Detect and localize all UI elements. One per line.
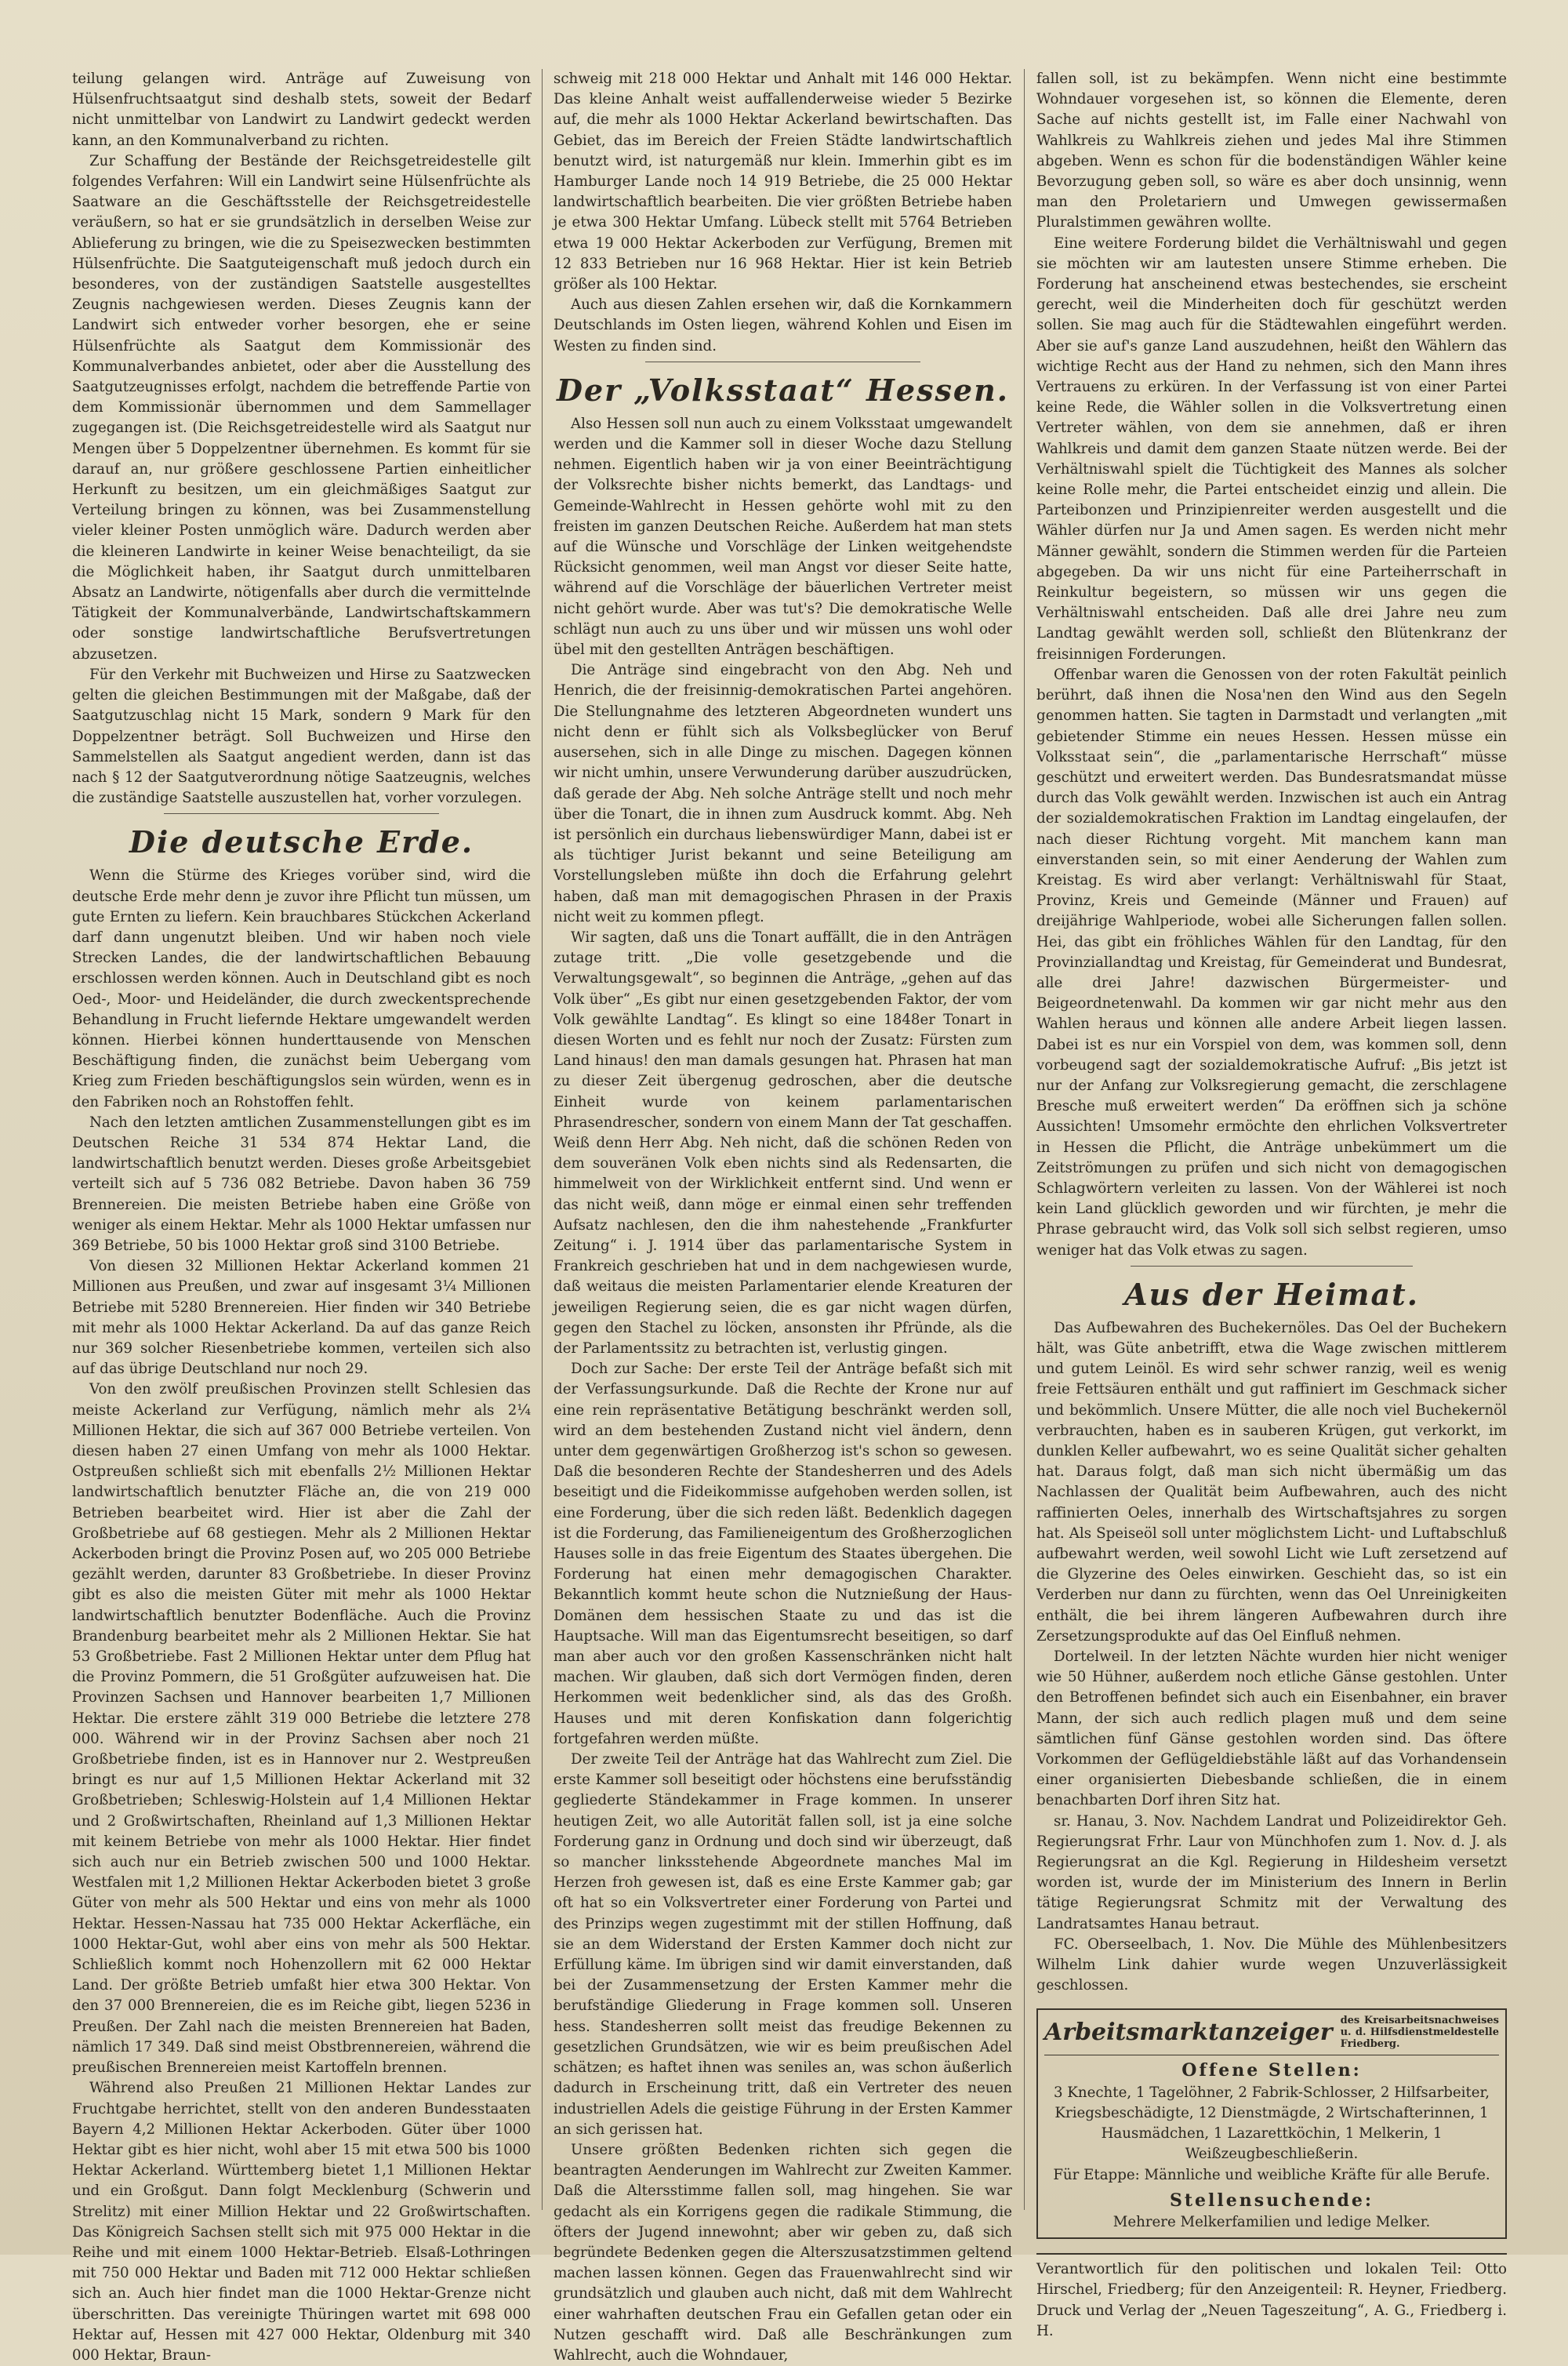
ad-subtitle: des Kreisarbeitsnachweises u. d. Hilfsdienstmeldestelle Friedberg.: [1340, 2015, 1499, 2051]
paragraph: Die Anträge sind eingebracht von den Abg. Neh und Henrich, die der freisinnig-demokratischen Partei angehören. Die Stellungnahme des letzteren Abgeordneten wundert uns nicht denn er fühlt sich als Volksbeglücker von Beruf ausersehen, sich in alle Dinge zu mischen. Dagegen können wir nicht umhin, unsere Verwunderung darüber auszudrücken, daß gerade der Abg. Neh solche Anträge stellt und noch mehr über die Tonart, die in ihnen zum Ausdruck kommt. Abg. Neh ist persönlich ein durchaus liebenswürdiger Mann, dabei ist er als tüchtiger Jurist bekannt und seine Beteiligung am Vorstellungsleben müßte ihn doch die Erfahrung gelehrt haben, daß man mit demagogischen Phrasen in der Praxis nicht weit zu kommen pflegt.: [554, 662, 1012, 925]
ad-text: Für Etappe: Männliche und weibliche Kräfte für alle Berufe.: [1053, 2166, 1490, 2183]
paragraph: Also Hessen soll nun auch zu einem Volksstaat umgewandelt werden und die Kammer soll in dieser Woche dazu Stellung nehmen. Eigentlich haben wir ja von einer Beeinträchtigung der Volksrechte bisher nichts bemerkt, das Landtags- und Gemeinde-Wahlrecht in Hessen gehörte wohl mit zu den freisten im ganzen Deutschen Reiche. Außerdem hat man stets auf die Wünsche und Vorschläge der Linken weitgehendste Rücksicht genommen, weil man Angst vor dieser Seite hatte, während auf die Vorschläge der bäuerlichen Vertreter meist nicht gehört wurde. Aber was tut's? Die demokratische Welle schlägt nun auch zu uns über und wir müssen uns wohl oder übel mit den gestellten Anträgen beschäftigen.: [554, 415, 1012, 659]
paragraph: Offenbar waren die Genossen von der roten Fakultät peinlich berührt, daß ihnen die Nosa'nen den Wind aus den Segeln genommen hatten. Sie tagten in Darmstadt und verlangten „mit gebietender Stimme ein neues Hessen. Hessen müsse ein Volksstaat sein“, die „parlamentarische Herrschaft“ müsse geschützt und erweitert werden. Das Bundesratsmandat müsse durch das Volk gewählt werden. Inzwischen ist auch ein Antrag der sozialdemokratischen Fraktion im Landtag eingelaufen, der nach dieser Richtung vorgeht. Mit manchem kann man einverstanden sein, so mit einer Aenderung der Wahlen zum Kreistag. Es wird aber verlangt: Verhältniswahl für Staat, Provinz, Kreis und Gemeinde (Männer und Frauen) auf dreijährige Wahlperiode, wobei alle Sicherungen fallen sollen. Hei, das gibt ein fröhliches Wählen für den Landtag, für den Provinziallandtag und Kreistag, für Gemeinderat und Bundesrat, alle drei Jahre! dazwischen Bürgermeister- und Beigeordnetenwahl. Da kommen wir gar nicht mehr aus den Wahlen heraus und können alle andere Arbeit liegen lassen. Dabei ist es nur ein Vorspiel von dem, was kommen soll, denn vorbeugend sagt der sozialdemokratische Aufruf: „Bis jetzt ist nur der Anfang zur Volksregierung gemacht, die zerschlagene Bresche muß erweitert werden“ Da eröffnen sich ja schöne Aussichten! Umsomehr ermöchte den ehrlichen Volksvertreter in Hessen die Pflicht, die Anträge unbekümmert um die Zeitströmungen zu prüfen und sich nicht von demagogischen Schlagwörtern verleiten zu lassen. Von der Wählerei ist noch kein Land glücklich geworden und wir fürchten, je mehr die Phrase gebraucht wird, das Volk soll sich selbst regieren, umso weniger hat das Volk etwas zu sagen.: [1036, 666, 1507, 1259]
ad-header: [1044, 2015, 1499, 2055]
paragraph: Unsere größten Bedenken richten sich gegen die beantragten Aenderungen im Wahlrecht zur Zweiten Kammer. Daß die Altersstimme fallen soll, mag hingehen. Sie war gedacht als ein Korrigens gegen die radikale Stimmung, die öfters der Jugend innewohnt; aber wir geben zu, daß sich begründete Bedenken gegen die Alterszusatzstimmen geltend machen lassen können. Gegen das Frauenwahlrecht sind wir grundsätzlich und glauben auch nicht, daß mit dem Wahlrecht einer wahrhaften deutschen Frau ein Gefallen getan oder ein Nutzen geschafft wird. Daß alle Beschränkungen zum Wahlrecht, auch die Wohndauer,: [554, 2141, 1012, 2364]
paragraph: Von diesen 32 Millionen Hektar Ackerland kommen 21 Millionen aus Preußen, und zwar auf insgesamt 3¼ Millionen Betriebe mit 5280 Brennereien. Hier finden wir 340 Betriebe mit mehr als 1000 Hektar Ackerland. Da auf das ganze Reich nur 369 solcher Riesenbetriebe kommen, verteilen sich also auf das übrige Deutschland nur noch 29.: [72, 1258, 531, 1378]
article-heading: Der „Volksstaat“ Hessen.: [557, 372, 1009, 408]
paragraph: teilung gelangen wird. Anträge auf Zuweisung von Hülsenfruchtsaatgut sind deshalb stets, soweit der Bedarf nicht unmittelbar von Landwirt zu Landwirt gedeckt werden kann, an den Kommunalverband zu richten.: [72, 71, 531, 149]
column-1: [72, 69, 531, 2364]
imprint-text: Verantwortlich für den politischen und lokalen Teil: Otto Hirschel, Friedberg; für den Anzeigenteil: R. Heyner, Friedberg. Druck und Verlag der „Neuen Tageszeitung“, A. G., Friedberg i. H.: [1036, 2261, 1507, 2339]
divider: [1131, 1266, 1413, 1267]
paragraph: Das Aufbewahren des Buchekernöles. Das Oel der Buchekern hält, was Güte anbetrifft, etwa die Wage zwischen mittlerem und gutem Leinöl. Es wird sehr schwer ranzig, weil es wenig freie Fettsäuren enthält und gut raffiniert im Geschmack sicher und bekömmlich. Unsere Mütter, die alle noch viel Buchekernöl verbrauchten, haben es in sauberen Krügen, gut verkorkt, im dunklen Keller aufbewahrt, wo es seine Qualität sicher gehalten hat. Daraus folgt, daß man sich nicht übermäßig um das Nachlassen der Qualität beim Aufbewahren, auch des nicht raffinierten Oeles, innerhalb des Wirtschaftsjahres zu sorgen hat. Als Speiseöl soll unter möglichstem Licht- und Luftabschluß aufbewahrt werden, weil sowohl Licht wie Luft zersetzend auf die Glyzerine des Oeles einwirken. Geschieht das, so ist ein Verderben nur dann zu fürchten, wenn das Oel Unreinigkeiten enthält, die bei ihrem längeren Aufbewahren durch ihre Zersetzungsprodukte auf das Oel Einfluß nehmen.: [1036, 1319, 1507, 1645]
imprint: [1036, 2253, 1507, 2342]
paragraph: Nach den letzten amtlichen Zusammenstellungen gibt es im Deutschen Reiche 31 534 874 Hektar Land, die landwirtschaftlich benutzt werden. Dieses große Arbeitsgebiet verteilt sich auf 5 736 082 Betriebe. Davon haben 36 759 Brennereien. Die meisten Betriebe haben eine Größe von weniger als einem Hektar. Mehr als 1000 Hektar umfassen nur 369 Betriebe, 50 bis 1000 Hektar groß sind 3100 Betriebe.: [72, 1114, 531, 1254]
divider: [164, 813, 439, 814]
column-divider: [1024, 69, 1025, 2210]
paragraph: Für den Verkehr mit Buchweizen und Hirse zu Saatzwecken gelten die gleichen Bestimmungen mit der Maßgabe, daß der Saatgutzuschlag nicht 15 Mark, sondern 9 Mark für den Doppelzentner beträgt. Soll Buchweizen und Hirse den Sammelstellen als Saatgut angedient werden, dann ist das nach § 12 der Saatgutverordnung nötige Saatzeugnis, welches die zuständige Saatstelle auszustellen hat, vorher vorzulegen.: [72, 666, 531, 807]
ad-title: Arbeitsmarktanzeiger: [1044, 2018, 1333, 2046]
ad-section-heading: Stellensuchende:: [1169, 2190, 1374, 2211]
column-divider: [542, 69, 543, 2210]
column-3: [1036, 69, 1507, 2339]
column-2: [554, 69, 1012, 2364]
ad-text: Mehrere Melkerfamilien und ledige Melker.: [1112, 2213, 1431, 2230]
paragraph: Dortelweil. In der letzten Nächte wurden hier nicht weniger wie 50 Hühner, außerdem noch etliche Gänse gestohlen. Unter den Betroffenen befindet sich auch ein Eisenbahner, ein braver Mann, der sich auch redlich plagen muß und dem seine sämtlichen fünf Gänse gestohlen worden sind. Das öftere Vorkommen der Geflügeldiebstähle läßt auf das Vorhandensein einer organisierten Diebesbande schließen, die in einem benachbarten Dorf ihren Sitz hat.: [1036, 1648, 1507, 1809]
article-heading: Die deutsche Erde.: [129, 824, 474, 860]
paragraph: FC. Oberseelbach, 1. Nov. Die Mühle des Mühlenbesitzers Wilhelm Link dahier wurde wegen Unzuverlässigkeit geschlossen.: [1036, 1935, 1507, 1994]
ad-section-heading: Offene Stellen:: [1181, 2060, 1362, 2081]
paragraph: Während also Preußen 21 Millionen Hektar Landes zur Fruchtgabe herrichtet, stellt von den anderen Bundesstaaten Bayern 4,2 Millionen Hektar Ackerboden. Güter über 1000 Hektar gibt es hier nicht, wohl aber 15 mit etwa 500 bis 1000 Hektar Ackerland. Württemberg bietet 1,1 Millionen Hektar und ein Großgut. Dann folgt Mecklenburg (Schwerin und Strelitz) mit einer Million Hektar und 22 Großwirtschaften. Das Königreich Sachsen stellt sich mit 975 000 Hektar in die Reihe und mit einem 1000 Hektar-Betrieb. Elsaß-Lothringen mit 750 000 Hektar und Baden mit 712 000 Hektar schließen sich an. Auch hier findet man die 1000 Hektar-Grenze nicht überschritten. Das vereinigte Thüringen wartet mit 698 000 Hektar auf, Hessen mit 427 000 Hektar, Oldenburg mit 340 000 Hektar, Braun-: [72, 2080, 531, 2364]
paragraph: Wenn die Stürme des Krieges vorüber sind, wird die deutsche Erde mehr denn je zuvor ihre Pflicht tun müssen, um gute Ernten zu liefern. Kein brauchbares Stückchen Ackerland darf dann ungenutzt bleiben. Und wir haben noch viele Strecken Landes, die der landwirtschaftlichen Bebauung erschlossen werden können. Auch in Deutschland gibt es noch Oed-, Moor- und Heideländer, die durch zweckentsprechende Behandlung in Frucht liefernde Hektare umgewandelt werden können. Hierbei können hunderttausende von Menschen Beschäftigung finden, die zunächst beim Uebergang vom Krieg zum Frieden beschäftigungslos sein würden, wenn es in den Fabriken noch an Rohstoffen fehlt.: [72, 867, 531, 1110]
paragraph: schweig mit 218 000 Hektar und Anhalt mit 146 000 Hektar. Das kleine Anhalt weist auffallenderweise wieder 5 Bezirke auf, die mehr als 1000 Hektar Ackerland bewirtschaften. Das Gebiet, das im Bereich der Freien Städte landwirtschaftlich benutzt wird, ist naturgemäß nur klein. Immerhin gibt es im Hamburger Lande noch 14 919 Betriebe, die 25 000 Hektar landwirtschaftlich bearbeiten. Die vier größten Betriebe haben je etwa 300 Hektar Umfang. Lübeck stellt mit 5764 Betrieben etwa 19 000 Hektar Ackerboden zur Verfügung, Bremen mit 12 833 Betrieben nur 16 968 Hektar. Hier ist kein Betrieb größer als 100 Hektar.: [554, 71, 1012, 293]
paragraph: Eine weitere Forderung bildet die Verhältniswahl und gegen sie möchten wir am lautesten unsere Stimme erheben. Die Forderung hat anscheinend etwas bestechendes, sie erscheint gerecht, weil die Minderheiten doch für geschützt werden sollen. Sie mag auch für die Städtewahlen eingeführt werden. Aber sie auf's ganze Land auszudehnen, heißt den Wählern das wichtige Recht aus der Hand zu nehmen, sich den Mann ihres Vertrauens zu erküren. In der Verfassung ist von einer Partei keine Rede, die Wähler sollen in die Volksvertretung einen Vertreter wählen, von dem sie annehmen, daß er ihren Wahlkreis und damit dem ganzen Staate nützen werde. Bei der Verhältniswahl spielt die Tüchtigkeit des Mannes als solcher keine Rolle mehr, die Partei entscheidet einzig und allein. Die Parteibonzen und Prinzipienreiter werden ausgestellt und die Wähler dürfen nur Ja und Amen sagen. Es werden nicht mehr Männer gewählt, sondern die Stimmen werden für die Parteien abgegeben. Da wir uns nicht für eine Parteiherrschaft in Reinkultur begeistern, so müssen wir uns gegen die Verhältniswahl entscheiden. Daß alle drei Jahre neu zum Landtag gewählt werden soll, schließt den Blütenkranz der freisinnigen Forderungen.: [1036, 234, 1507, 663]
paragraph: fallen soll, ist zu bekämpfen. Wenn nicht eine bestimmte Wohndauer vorgesehen ist, so können die Elemente, deren Sache auf nichts gestellt ist, im Falle einer Nachwahl von Wahlkreis zu Wahlkreis ziehen und jedes Mal ihre Stimmen abgeben. Wenn es schon für die bodenständigen Wähler keine Bevorzugung geben soll, so wäre es aber doch unsinnig, wenn man den Proletariern und Umwegen gewissermaßen Pluralstimmen gewähren wollte.: [1036, 71, 1507, 231]
paragraph: Zur Schaffung der Bestände der Reichsgetreidestelle gilt folgendes Verfahren: Will ein Landwirt seine Hülsenfrüchte als Saatware an die Geschäftsstelle der Reichsgetreidestelle veräußern, so hat er sie grundsätzlich in derselben Weise zur Ablieferung zu bringen, wie die zu Speisezwecken bestimmten Hülsenfrüchte. Die Saatguteigenschaft muß jedoch durch ein besonderes, von der zuständigen Saatstelle ausgestelltes Zeugnis nachgewiesen werden. Dieses Zeugnis kann der Landwirt sich entweder vorher besorgen, ehe er seine Hülsenfrüchte als Saatgut dem Kommissionär des Kommunalverbandes anbietet, oder aber die Ausstellung des Saatgutzeugnisses erfolgt, nachdem die betreffende Partie von dem Kommissionär übernommen und dem Sammellager zugegangen ist. (Die Reichsgetreidestelle wird als Saatgut nur Mengen über 5 Doppelzentner übernehmen. Es kommt für sie darauf an, nur größere geschlossene Partien einheitlicher Herkunft zu besitzen, um ein gleichmäßiges Saatgut zur Verteilung bringen zu können, was bei Zusammenstellung vieler kleiner Posten unmöglich wäre. Dadurch werden aber die kleineren Landwirte in keiner Weise benachteiligt, da sie die Möglichkeit haben, ihr Saatgut durch unmittelbaren Absatz an Landwirte, nötigenfalls aber durch die vermittelnde Tätigkeit der Kommunalverbände, Landwirtschaftskammern oder sonstige landwirtschaftliche Berufsvertretungen abzusetzen.: [72, 152, 531, 663]
paragraph: sr. Hanau, 3. Nov. Nachdem Landrat und Polizeidirektor Geh. Regierungsrat Frhr. Laur von Münchhofen zum 1. Nov. d. J. als Regierungsrat an die Kgl. Regierung in Hildesheim versetzt worden ist, wurde der im Ministerium des Innern in Berlin tätige Regierungsrat Schmitz mit der Verwaltung des Landratsamtes Hanau betraut.: [1036, 1812, 1507, 1932]
job-market-ad: [1036, 2008, 1507, 2239]
paragraph: Wir sagten, daß uns die Tonart auffällt, die in den Anträgen zutage tritt. „Die volle gesetzgebende und die Verwaltungsgewalt“, so beginnen die Anträge, „gehen auf das Volk über“ „Es gibt nur einen gesetzgebenden Faktor, der vom Volk gewählte Landtag“. Es klingt so eine 1848er Tonart in diesen Worten und es fehlt nur noch der Zusatz: Fürsten zum Land hinaus! den man damals gesungen hat. Phrasen hat man zu dieser Zeit übergenug gedroschen, aber die deutsche Einheit wurde von keinem parlamentarischen Phrasendrescher, sondern von einem Mann der Tat geschaffen. Weiß denn Herr Abg. Neh nicht, daß die schönen Reden von dem souveränen Volk eben nichts sind als Redensarten, die himmelweit von der Wirklichkeit entfernt sind. Und wenn er das nicht weiß, dann möge er einmal einen sehr treffenden Aufsatz nachlesen, den die ihm nahestehende „Frankfurter Zeitung“ i. J. 1914 über das parlamentarische System in Frankreich geschrieben hat und in dem nachgewiesen wurde, daß weitaus die meisten Parlamentarier elende Kreaturen der jeweiligen Regierung seien, die es gar nicht wagen dürfen, gegen den Stachel zu löcken, ansonsten ihr Pfründe, als die der Parlamentssitz zu betrachten ist, verlustig gingen.: [554, 929, 1012, 1357]
article-heading: Aus der Heimat.: [1124, 1276, 1419, 1312]
paragraph: Doch zur Sache: Der erste Teil der Anträge befaßt sich mit der Verfassungsurkunde. Daß die Rechte der Krone nur auf eine rein repräsentative Betätigung beschränkt werden soll, wird an dem bestehenden Zustand nicht viel ändern, denn unter dem gegenwärtigen Großherzog ist's schon so gewesen. Daß die besonderen Rechte der Standesherren und des Adels beseitigt und die Fideikommisse aufgehoben werden sollen, ist eine Forderung, über die sich reden läßt. Bedenklich dagegen ist die Forderung, das Familieneigentum des Großherzoglichen Hauses solle in das freie Eigentum des Staates übergehen. Die Forderung hat einen mehr demagogischen Charakter. Bekanntlich kommt heute schon die Nutznießung der Haus-Domänen dem hessischen Staate zu und das ist die Hauptsache. Will man das Eigentumsrecht beseitigen, so darf man aber auch vor den großen Kassenschränken nicht halt machen. Wir glauben, daß sich dort Vermögen finden, deren Herkommen weit bedenklicher sind, als das des Großh. Hauses und mit deren Konfiskation dann folgerichtig fortgefahren werden müßte.: [554, 1361, 1012, 1747]
ad-text: 3 Knechte, 1 Tagelöhner, 2 Fabrik-Schlosser, 2 Hilfsarbeiter, Kriegsbeschädigte, 12 Dienstmägde, 2 Wirtschafterinnen, 1 Hausmädchen, 1 Lazarettköchin, 1 Melkerin, 1 Weißzeugbeschließerin.: [1053, 2084, 1490, 2163]
paragraph: Von den zwölf preußischen Provinzen stellt Schlesien das meiste Ackerland zur Verfügung, nämlich mehr als 2¼ Millionen Hektar, die sich auf 367 000 Betriebe verteilen. Von diesen haben 27 einen Umfang von mehr als 1000 Hektar. Ostpreußen schließt sich mit ebenfalls 2½ Millionen Hektar landwirtschaftlich benutzter Fläche an, die von 219 000 Betrieben bearbeitet wird. Hier ist aber die Zahl der Großbetriebe auf 68 gestiegen. Mehr als 2 Millionen Hektar Ackerboden bringt die Provinz Posen auf, wo 205 000 Betriebe gezählt werden, darunter 83 Großbetriebe. In dieser Provinz gibt es also die meisten Güter mit mehr als 1000 Hektar landwirtschaftlich benutzter Bodenfläche. Auch die Provinz Brandenburg bearbeitet mehr als 2 Millionen Hektar. Sie hat 53 Großbetriebe. Fast 2 Millionen Hektar unter dem Pflug hat die Provinz Pommern, die 51 Großgüter aufzuweisen hat. Die Provinzen Sachsen und Hannover bearbeiten 1,7 Millionen Hektar. Die erstere zählt 319 000 Betriebe die letztere 278 000. Während wir in der Provinz Sachsen aber noch 21 Großbetriebe finden, ist es in Hannover nur 2. Westpreußen bringt es nur auf 1,5 Millionen Hektar Ackerland mit 32 Großbetrieben; Schleswig-Holstein auf 1,4 Millionen Hektar und 2 Großwirtschaften, Rheinland auf 1,3 Millionen Hektar mit keinem Betriebe von mehr als 1000 Hektar. Hier findet sich auch nur ein Betrieb zwischen 500 und 1000 Hektar. Westfalen mit 1,2 Millionen Hektar Ackerboden bietet 3 große Güter von mehr als 500 Hektar und eins von mehr als 1000 Hektar. Hessen-Nassau hat 735 000 Hektar Ackerfläche, ein 1000 Hektar-Gut, wohl aber eins von mehr als 500 Hektar. Schließlich kommt noch Hohenzollern mit 62 000 Hektar Land. Der größte Betrieb umfaßt hier etwa 300 Hektar. Von den 37 000 Brennereien, die es im Reiche gibt, liegen 5236 in Preußen. Der Zahl nach die meisten Brennereien hat Baden, nämlich 17 349. Daß sind meist Obstbrennereien, während die preußischen Brennereien meist Kartoffeln brennen.: [72, 1381, 531, 2077]
paragraph: Der zweite Teil der Anträge hat das Wahlrecht zum Ziel. Die erste Kammer soll beseitigt oder höchstens eine berufsständig gegliederte Ständekammer in Frage kommen. In unserer heutigen Zeit, wo alle Autorität fallen soll, ist ja eine solche Forderung ganz in Ordnung und doch sind wir überzeugt, daß so mancher linksstehende Abgeordnete manches Mal im Herzen froh gewesen ist, daß es eine Erste Kammer gab; gar oft hat so ein Volksvertreter einer Forderung von Partei und des Prinzips wegen zugestimmt mit der stillen Hoffnung, daß sie an dem Widerstand der Ersten Kammer doch nicht zur Erfüllung käme. Im übrigen sind wir damit einverstanden, daß bei der Zusammensetzung der Ersten Kammer mehr die berufständige Gliederung in Frage kommen soll. Unseren hess. Standesherren sollt meist das freudige Bekennen zu gesetzlichen Grundsätzen, wie wir es beim preußischen Adel schätzen; es haftet ihnen was seniles an, was schon äußerlich dadurch in Erscheinung tritt, daß ein Vertreter des neuen industriellen Adels die geistige Führung in der Ersten Kammer an sich gerissen hat.: [554, 1751, 1012, 2138]
paragraph: Auch aus diesen Zahlen ersehen wir, daß die Kornkammern Deutschlands im Osten liegen, während Kohlen und Eisen im Westen zu finden sind.: [554, 296, 1012, 354]
